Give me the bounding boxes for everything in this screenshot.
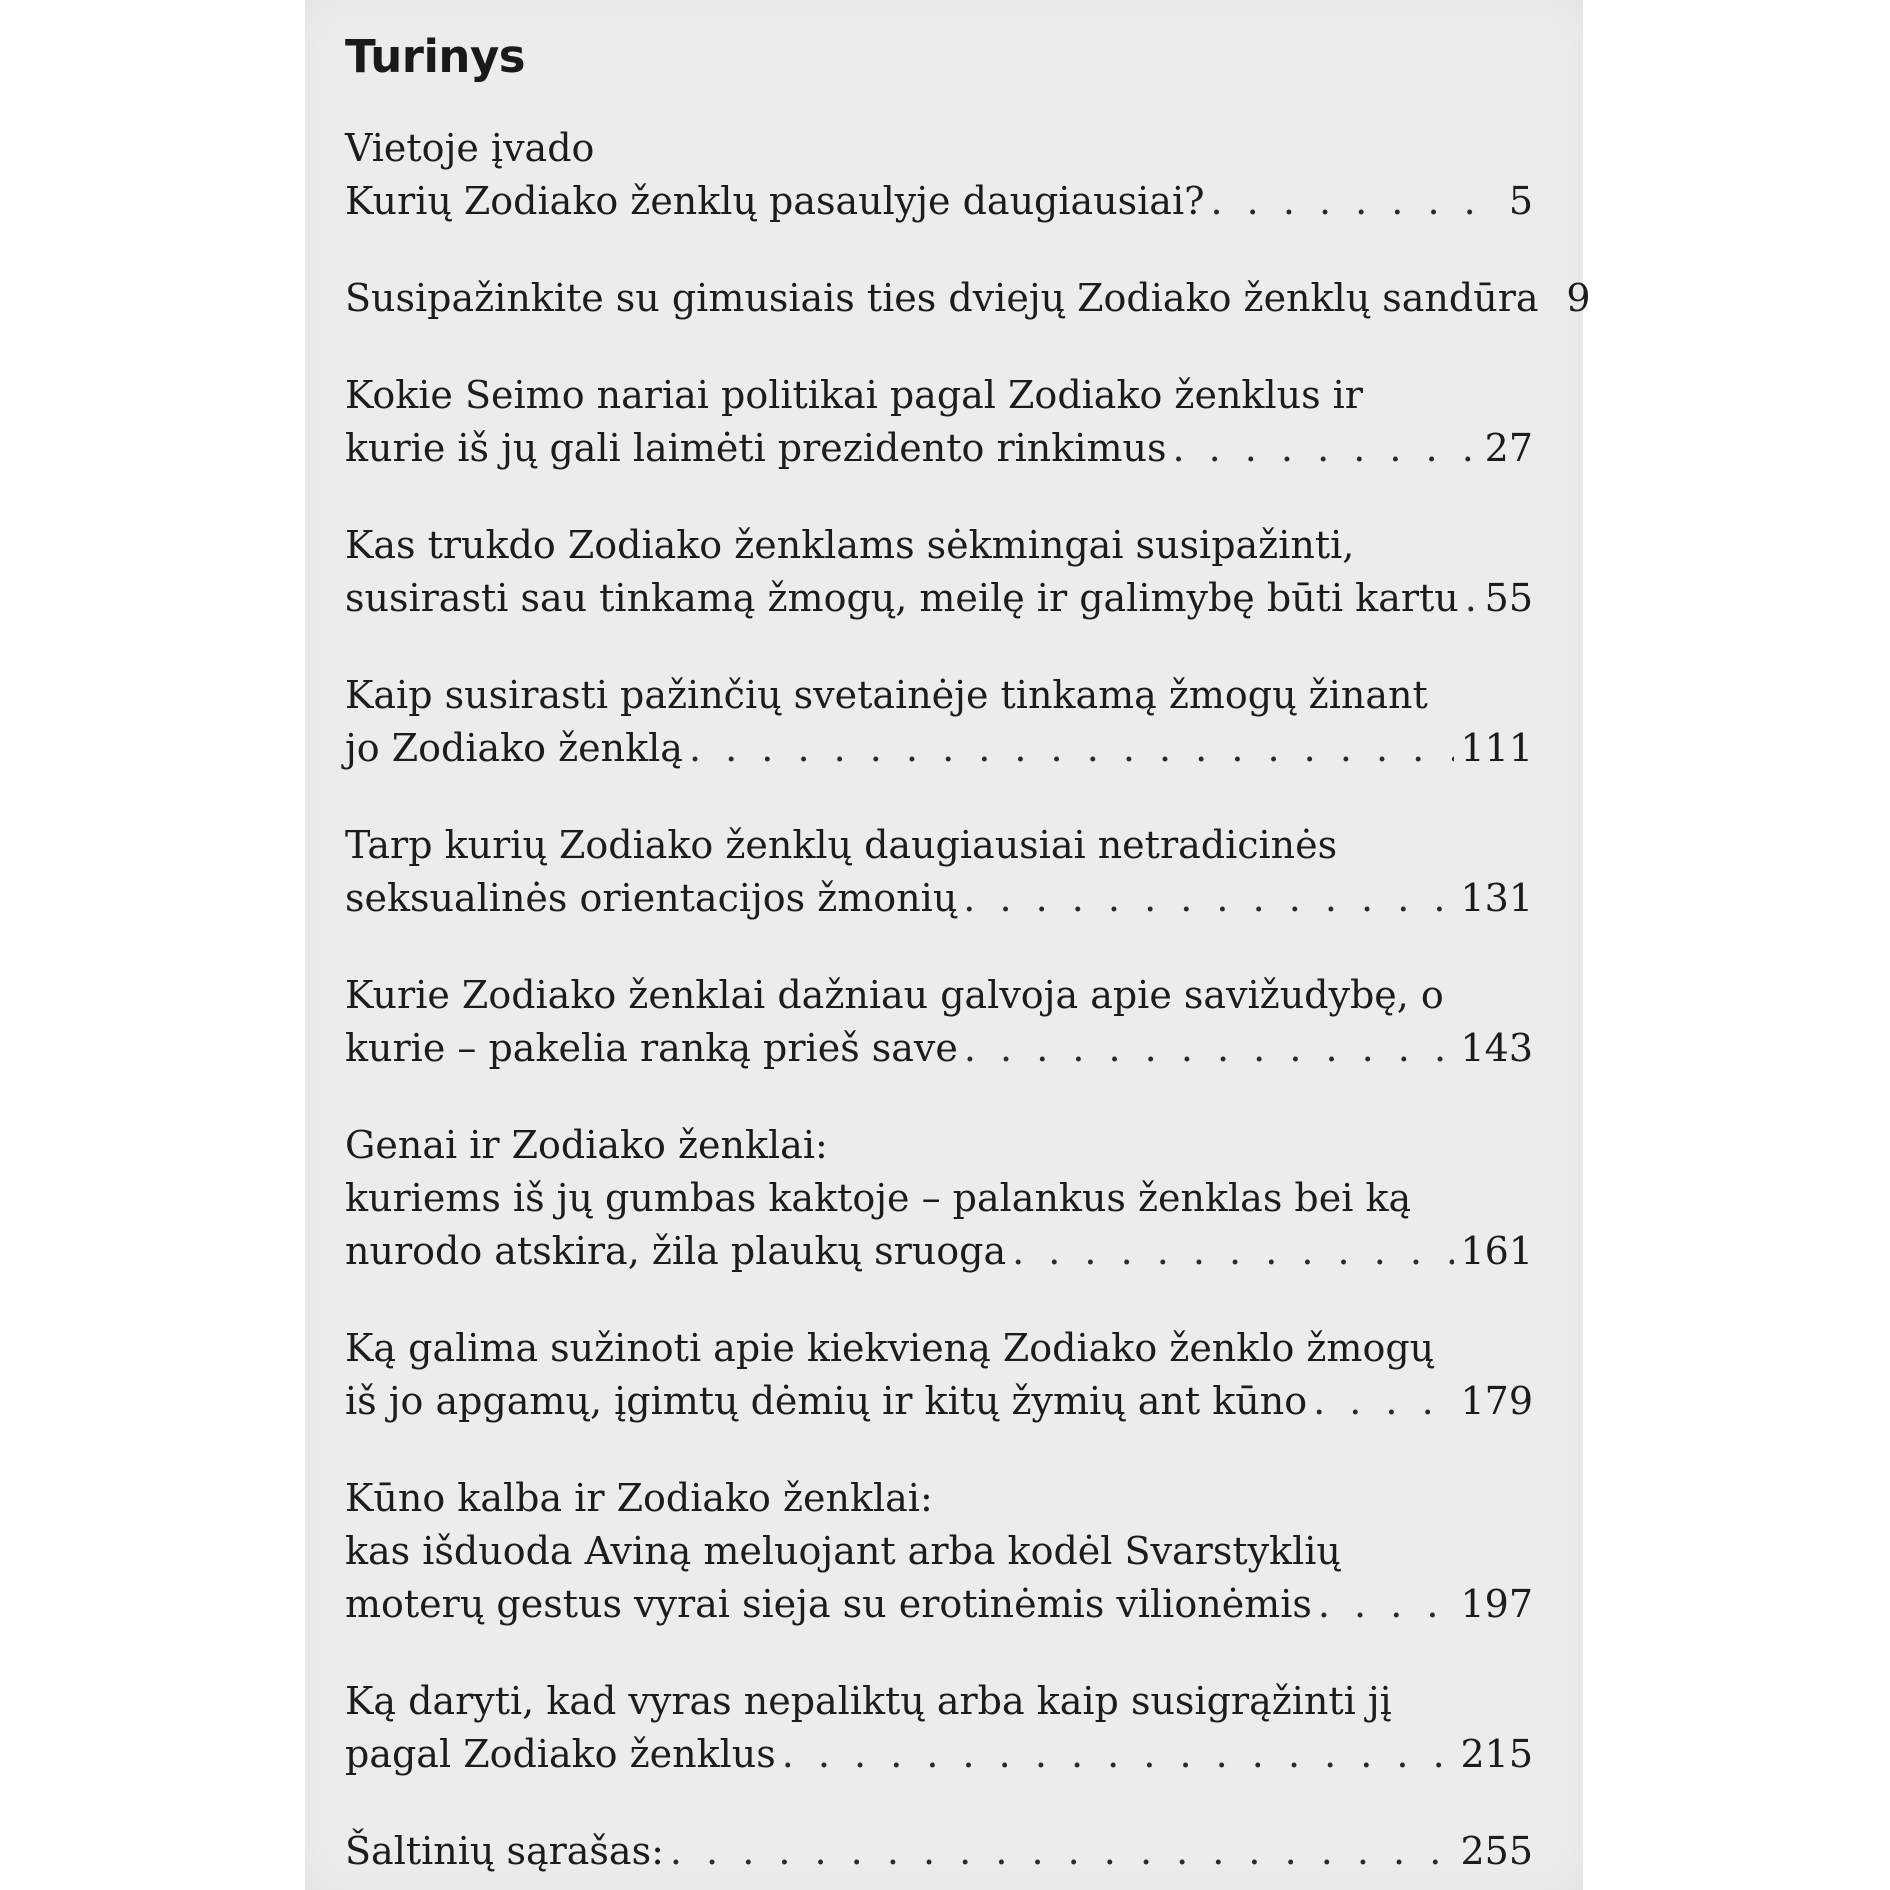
toc-page-number: 215 [1460,1732,1533,1776]
toc-entry-title-line: Tarp kurių Zodiako ženklų daugiausiai netradicinės [345,823,1338,867]
toc-entry [345,1119,1533,1278]
toc-entry-last-line [345,872,1533,925]
toc-entry-last-line [345,1578,1533,1631]
toc-entry-last-line [345,272,1591,325]
toc-entry-title-line: Kurie Zodiako ženklai dažniau galvoja apie savižudybę, o [345,973,1444,1017]
toc-page-number: 131 [1460,876,1533,920]
toc-entry-title-line: Kokie Seimo nariai politikai pagal Zodiako ženklus ir [345,373,1363,417]
toc-entry [345,969,1533,1075]
dot-leader [963,872,1454,925]
dot-leader [1465,572,1479,625]
toc-entry-title-line: Susipažinkite su gimusiais ties dviejų Zodiako ženklų sandūra [345,276,1539,320]
dot-leader [1313,1375,1454,1428]
toc-entry-last-line [345,422,1533,475]
toc-page-number: 255 [1460,1829,1533,1873]
toc-entry-last-line [345,722,1533,775]
toc-entry-title-line: Kas trukdo Zodiako ženklams sėkmingai susipažinti, [345,523,1355,567]
toc-entry-title-line: kas išduoda Aviną meluojant arba kodėl Svarstyklių [345,1529,1341,1573]
toc-entry-title-line: moterų gestus vyrai sieja su erotinėmis vilionėmis [345,1582,1312,1626]
toc-page-number: 143 [1460,1026,1533,1070]
book-page [305,0,1591,1890]
toc-page-number: 197 [1460,1582,1533,1626]
toc-entry-title-line: Vietoje įvado [345,126,595,170]
toc-entry-last-line [345,1022,1533,1075]
toc-entry [345,819,1533,925]
toc-entry-last-line [345,1825,1533,1878]
toc-entry-title-line: kurie – pakelia ranką prieš save [345,1026,958,1070]
toc-entry-title-line: Genai ir Zodiako ženklai: [345,1123,828,1167]
toc-entry-title-line: nurodo atskira, žila plaukų sruoga [345,1229,1007,1273]
toc-entry-last-line [345,1728,1533,1781]
toc-entry-title-line: Kaip susirasti pažinčių svetainėje tinkamą žmogų žinant [345,673,1428,717]
toc-entry-title-line: Šaltinių sąrašas: [345,1829,664,1873]
toc-entry [345,1322,1533,1428]
toc-page-number: 179 [1460,1379,1533,1423]
toc-entry-title-line: iš jo apgamų, įgimtų dėmių ir kitų žymių ant kūno [345,1379,1308,1423]
toc-entry [345,122,1533,228]
dot-leader [1211,175,1488,228]
toc-page-number: 27 [1484,426,1533,470]
toc-entry-last-line [345,175,1533,228]
toc-entry-title-line: Kūno kalba ir Zodiako ženklai: [345,1476,933,1520]
dot-leader [782,1728,1455,1781]
dot-leader [964,1022,1455,1075]
toc-entry-title-line: pagal Zodiako ženklus [345,1732,776,1776]
toc-page-number: 55 [1484,576,1533,620]
toc-entry-title-line: susirasti sau tinkamą žmogų, meilę ir galimybę būti kartu [345,576,1459,620]
toc-entry [345,669,1533,775]
toc-entry-title-line: Kurių Zodiako ženklų pasaulyje daugiausiai? [345,179,1205,223]
toc-entry [345,369,1533,475]
toc-entry-last-line [345,572,1533,625]
dot-leader [1172,422,1478,475]
toc-entry-title-line: seksualinės orientacijos žmonių [345,876,958,920]
toc-entry-title-line: kurie iš jų gali laimėti prezidento rinkimus [345,426,1167,470]
toc-entry-last-line [345,1225,1533,1278]
dot-leader [1318,1578,1455,1631]
toc-page-number: 161 [1460,1229,1533,1273]
table-of-contents [345,122,1591,1878]
toc-entry-title-line: Ką daryti, kad vyras nepaliktų arba kaip susigrąžinti jį [345,1679,1392,1723]
toc-entry-title-line: jo Zodiako ženklą [345,726,683,770]
toc-entry [345,272,1591,325]
dot-leader [1012,1225,1454,1278]
toc-entry [345,1675,1533,1781]
dot-leader [670,1825,1455,1878]
toc-page-number: 111 [1460,726,1533,770]
dot-leader [689,722,1455,775]
toc-entry-last-line [345,1375,1533,1428]
toc-entry [345,1825,1533,1878]
toc-page-number: 9 [1566,276,1591,320]
toc-entry [345,519,1533,625]
toc-entry-title-line: Ką galima sužinoti apie kiekvieną Zodiako ženklo žmogų [345,1326,1435,1370]
toc-entry [345,1472,1533,1631]
toc-page-number: 5 [1508,179,1533,223]
toc-entry-title-line: kuriems iš jų gumbas kaktoje – palankus ženklas bei ką [345,1176,1412,1220]
toc-heading: Turinys [345,30,526,83]
